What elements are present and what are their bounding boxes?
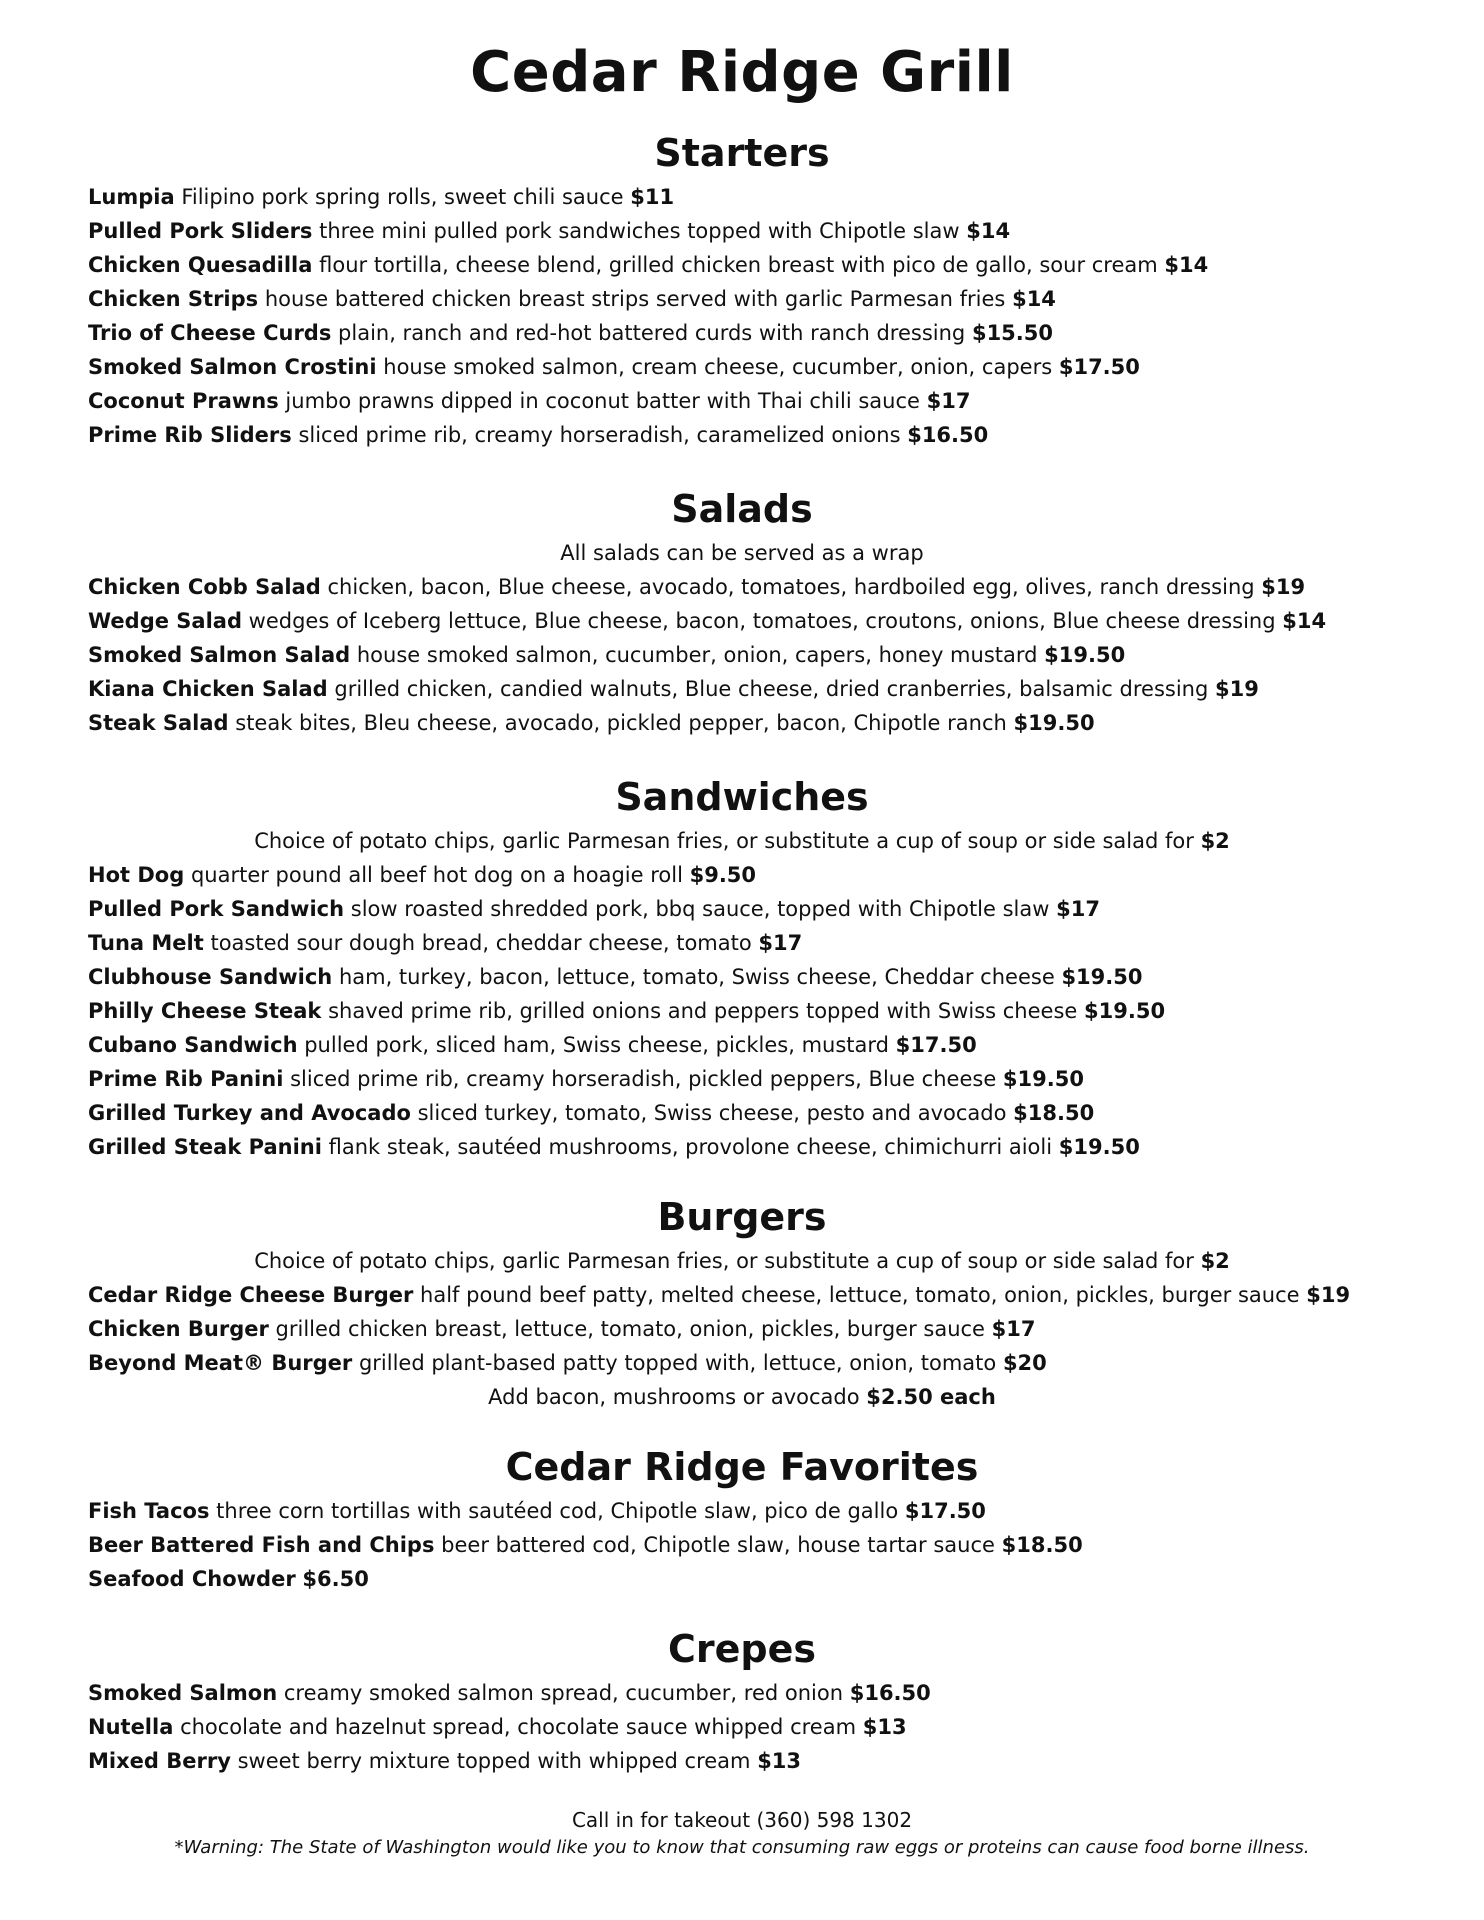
takeout-phone: Call in for takeout (360) 598 1302 <box>571 1808 913 1832</box>
menu-item: Coconut Prawns jumbo prawns dipped in coconut batter with Thai chili sauce $17 <box>88 389 971 413</box>
menu-item: Lumpia Filipino pork spring rolls, sweet chili sauce $11 <box>88 185 675 209</box>
section-heading: Burgers <box>657 1195 827 1239</box>
section-heading: Cedar Ridge Favorites <box>505 1445 979 1489</box>
menu-item: Hot Dog quarter pound all beef hot dog on a hoagie roll $9.50 <box>88 863 757 887</box>
menu-item: Nutella chocolate and hazelnut spread, chocolate sauce whipped cream $13 <box>88 1715 907 1739</box>
menu-item: Beyond Meat® Burger grilled plant-based patty topped with, lettuce, onion, tomato $20 <box>88 1351 1047 1375</box>
menu-item: Grilled Turkey and Avocado sliced turkey, tomato, Swiss cheese, pesto and avocado $18.50 <box>88 1101 1095 1125</box>
menu-item: Fish Tacos three corn tortillas with sautéed cod, Chipotle slaw, pico de gallo $17.50 <box>88 1499 986 1523</box>
menu-item: Grilled Steak Panini flank steak, sautéed mushrooms, provolone cheese, chimichurri aioli $19.50 <box>88 1135 1140 1159</box>
menu-item: Smoked Salmon Crostini house smoked salmon, cream cheese, cucumber, onion, capers $17.50 <box>88 355 1140 379</box>
section-heading: Starters <box>654 131 830 175</box>
section-heading: Sandwiches <box>615 775 869 819</box>
menu-item: Chicken Burger grilled chicken breast, lettuce, tomato, onion, pickles, burger sauce $17 <box>88 1317 1036 1341</box>
menu-item: Cubano Sandwich pulled pork, sliced ham, Swiss cheese, pickles, mustard $17.50 <box>88 1033 977 1057</box>
section-note: Choice of potato chips, garlic Parmesan fries, or substitute a cup of soup or side salad for $2 <box>254 829 1230 853</box>
section-sandwiches <box>88 772 1396 1164</box>
food-warning: *Warning: The State of Washington would like you to know that consuming raw eggs or proteins can cause food borne illness. <box>174 1837 1310 1858</box>
section-favorites <box>88 1442 1396 1596</box>
menu-item: Chicken Cobb Salad chicken, bacon, Blue cheese, avocado, tomatoes, hardboiled egg, olives, ranch dressing $19 <box>88 575 1306 599</box>
section-crepes <box>88 1624 1396 1778</box>
section-note: Choice of potato chips, garlic Parmesan fries, or substitute a cup of soup or side salad for $2 <box>254 1249 1230 1273</box>
section-heading: Salads <box>671 487 813 531</box>
menu-item: Clubhouse Sandwich ham, turkey, bacon, lettuce, tomato, Swiss cheese, Cheddar cheese $19.50 <box>88 965 1143 989</box>
menu-item: Chicken Quesadilla flour tortilla, cheese blend, grilled chicken breast with pico de gallo, sour cream $14 <box>88 253 1209 277</box>
menu-item: Wedge Salad wedges of Iceberg lettuce, Blue cheese, bacon, tomatoes, croutons, onions, Blue cheese dressing $14 <box>88 609 1327 633</box>
restaurant-title: Cedar Ridge Grill <box>470 40 1014 105</box>
menu-item: Pulled Pork Sliders three mini pulled pork sandwiches topped with Chipotle slaw $14 <box>88 219 1011 243</box>
menu-item: Philly Cheese Steak shaved prime rib, grilled onions and peppers topped with Swiss cheese $19.50 <box>88 999 1166 1023</box>
section-burgers <box>88 1192 1396 1414</box>
menu-item: Prime Rib Sliders sliced prime rib, creamy horseradish, caramelized onions $16.50 <box>88 423 989 447</box>
section-note: All salads can be served as a wrap <box>560 541 924 565</box>
menu-item: Chicken Strips house battered chicken breast strips served with garlic Parmesan fries $14 <box>88 287 1056 311</box>
menu-item: Seafood Chowder $6.50 <box>88 1567 369 1591</box>
section-heading: Crepes <box>668 1627 816 1671</box>
menu-item: Smoked Salmon creamy smoked salmon spread, cucumber, red onion $16.50 <box>88 1681 931 1705</box>
section-salads <box>88 484 1396 740</box>
menu-item: Steak Salad steak bites, Bleu cheese, avocado, pickled pepper, bacon, Chipotle ranch $19.50 <box>88 711 1095 735</box>
menu-item: Smoked Salmon Salad house smoked salmon, cucumber, onion, capers, honey mustard $19.50 <box>88 643 1126 667</box>
menu-item: Prime Rib Panini sliced prime rib, creamy horseradish, pickled peppers, Blue cheese $19.50 <box>88 1067 1084 1091</box>
section-starters <box>88 128 1396 452</box>
menu-item: Cedar Ridge Cheese Burger half pound beef patty, melted cheese, lettuce, tomato, onion, pickles, burger sauce $19 <box>88 1283 1351 1307</box>
menu-item: Pulled Pork Sandwich slow roasted shredded pork, bbq sauce, topped with Chipotle slaw $17 <box>88 897 1100 921</box>
menu-item: Mixed Berry sweet berry mixture topped with whipped cream $13 <box>88 1749 802 1773</box>
menu-item: Kiana Chicken Salad grilled chicken, candied walnuts, Blue cheese, dried cranberries, balsamic dressing $19 <box>88 677 1259 701</box>
menu-item: Trio of Cheese Curds plain, ranch and red-hot battered curds with ranch dressing $15.50 <box>88 321 1053 345</box>
menu-item: Beer Battered Fish and Chips beer battered cod, Chipotle slaw, house tartar sauce $18.50 <box>88 1533 1083 1557</box>
addon-note: Add bacon, mushrooms or avocado $2.50 each <box>488 1385 996 1409</box>
menu-item: Tuna Melt toasted sour dough bread, cheddar cheese, tomato $17 <box>88 931 803 955</box>
